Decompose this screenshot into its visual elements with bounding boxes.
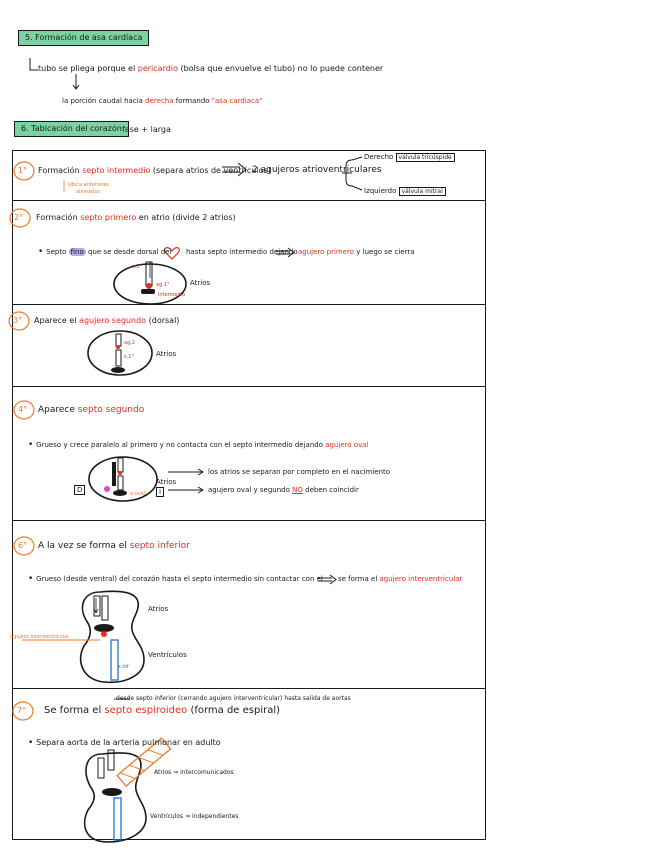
step-7-atrios-label: Atrios ⇒ intercomunicados	[154, 769, 234, 776]
step-2-bullet-cont: hasta septo intermedio dejando	[186, 248, 298, 256]
step-2-d-s1: s.1°	[132, 264, 142, 270]
step-6-ventriculos-label: Ventrículos	[148, 651, 187, 659]
step-2-bullet: • Septo fino que se desde dorsal del	[38, 247, 172, 257]
step-4-atrios-label: Atrios	[156, 478, 177, 486]
step-4-d-oval: a.oval	[130, 491, 146, 497]
step-4-number: 4°	[18, 405, 28, 414]
step-1-right-a: Derecho válvula tricúspide	[364, 152, 455, 163]
step-1-result: 2 agujeros atrioventriculares	[252, 165, 382, 175]
sec5-line1: tubo se pliega porque el pericardio (bolsa que envuelve el tubo) no lo puede contener	[38, 64, 384, 73]
step-3-d-s: s.1°	[124, 354, 134, 360]
step-4-label-d: D	[74, 485, 85, 495]
step-2-bullet-end: agujero primero y luego se cierra	[298, 248, 415, 256]
step-6-d-sinf: s.inf	[118, 664, 129, 670]
step-4-label-i: I	[156, 487, 164, 497]
step-3-d-ag: ag.2	[124, 340, 136, 346]
step-1-number: 1°	[18, 166, 28, 175]
step-1-sub1: Ubica anteriores	[68, 182, 110, 188]
step-4-arrow1-text: los atrios se separan por completo en el nacimiento	[208, 468, 391, 476]
sec5-line2: la porción caudal hacia derecha formando "asa cardiaca"	[62, 97, 263, 105]
sec6-note: fase + larga	[122, 125, 171, 134]
step-1-right-b: Izquierdo válvula mitral	[364, 186, 446, 197]
step-6-bullet-end: se forma el agujero interventricular	[338, 575, 463, 583]
step-2-number: 2°	[14, 213, 24, 222]
step-7-bullet: • Separa aorta de la arteria pulmonar en adulto	[28, 738, 221, 748]
step-2-atrios-label: Atrios	[190, 279, 211, 287]
step-4-bullet: • Grueso y crece paralelo al primero y no contacta con el septo intermedio dejando agujero oval	[28, 440, 369, 450]
step-7-number: 7°	[17, 706, 27, 715]
step-7-above: desde septo inferior (cerrando agujero interventricular) hasta salida de aortas	[116, 695, 351, 702]
section-6-header: 6. Tabicación del corazón	[14, 121, 129, 137]
step-1-sub2: alineados	[76, 189, 100, 195]
step-3-number: 3°	[13, 316, 23, 325]
step-2-d-int: intermedio	[158, 292, 186, 298]
step-4-title: Aparece septo segundo	[38, 405, 145, 415]
step-2-title: Formación septo primero en atrio (divide 2 atrios)	[36, 213, 236, 222]
step-6-bullet: • Grueso (desde ventral) del corazón hasta el septo intermedio sin contactar con el	[28, 574, 323, 584]
step-6-atrios-label: Atrios	[148, 605, 169, 613]
step-1-title: Formación septo intermedio (separa atrios de ventrículos)	[38, 166, 271, 175]
step-3-atrios-label: Atrios	[156, 350, 177, 358]
step-7-ventriculos-label: Ventrículos ⇒ independientes	[150, 813, 239, 820]
step-3-title: Aparece el agujero segundo (dorsal)	[34, 316, 180, 325]
step-4-arrow2-text: agujero oval y segundo NO deben coincidir	[208, 486, 359, 494]
step-2-d-ag: ag.1°	[156, 282, 170, 288]
step-7-title: Se forma el septo espiroideo (forma de espiral)	[44, 705, 281, 716]
step-6-number: 6°	[18, 541, 28, 550]
section-5-header: 5. Formación de asa cardíaca	[18, 30, 149, 46]
step-6-title: A la vez se forma el septo inferior	[38, 541, 190, 551]
step-6-left-label: agujero interventricular	[10, 634, 70, 640]
